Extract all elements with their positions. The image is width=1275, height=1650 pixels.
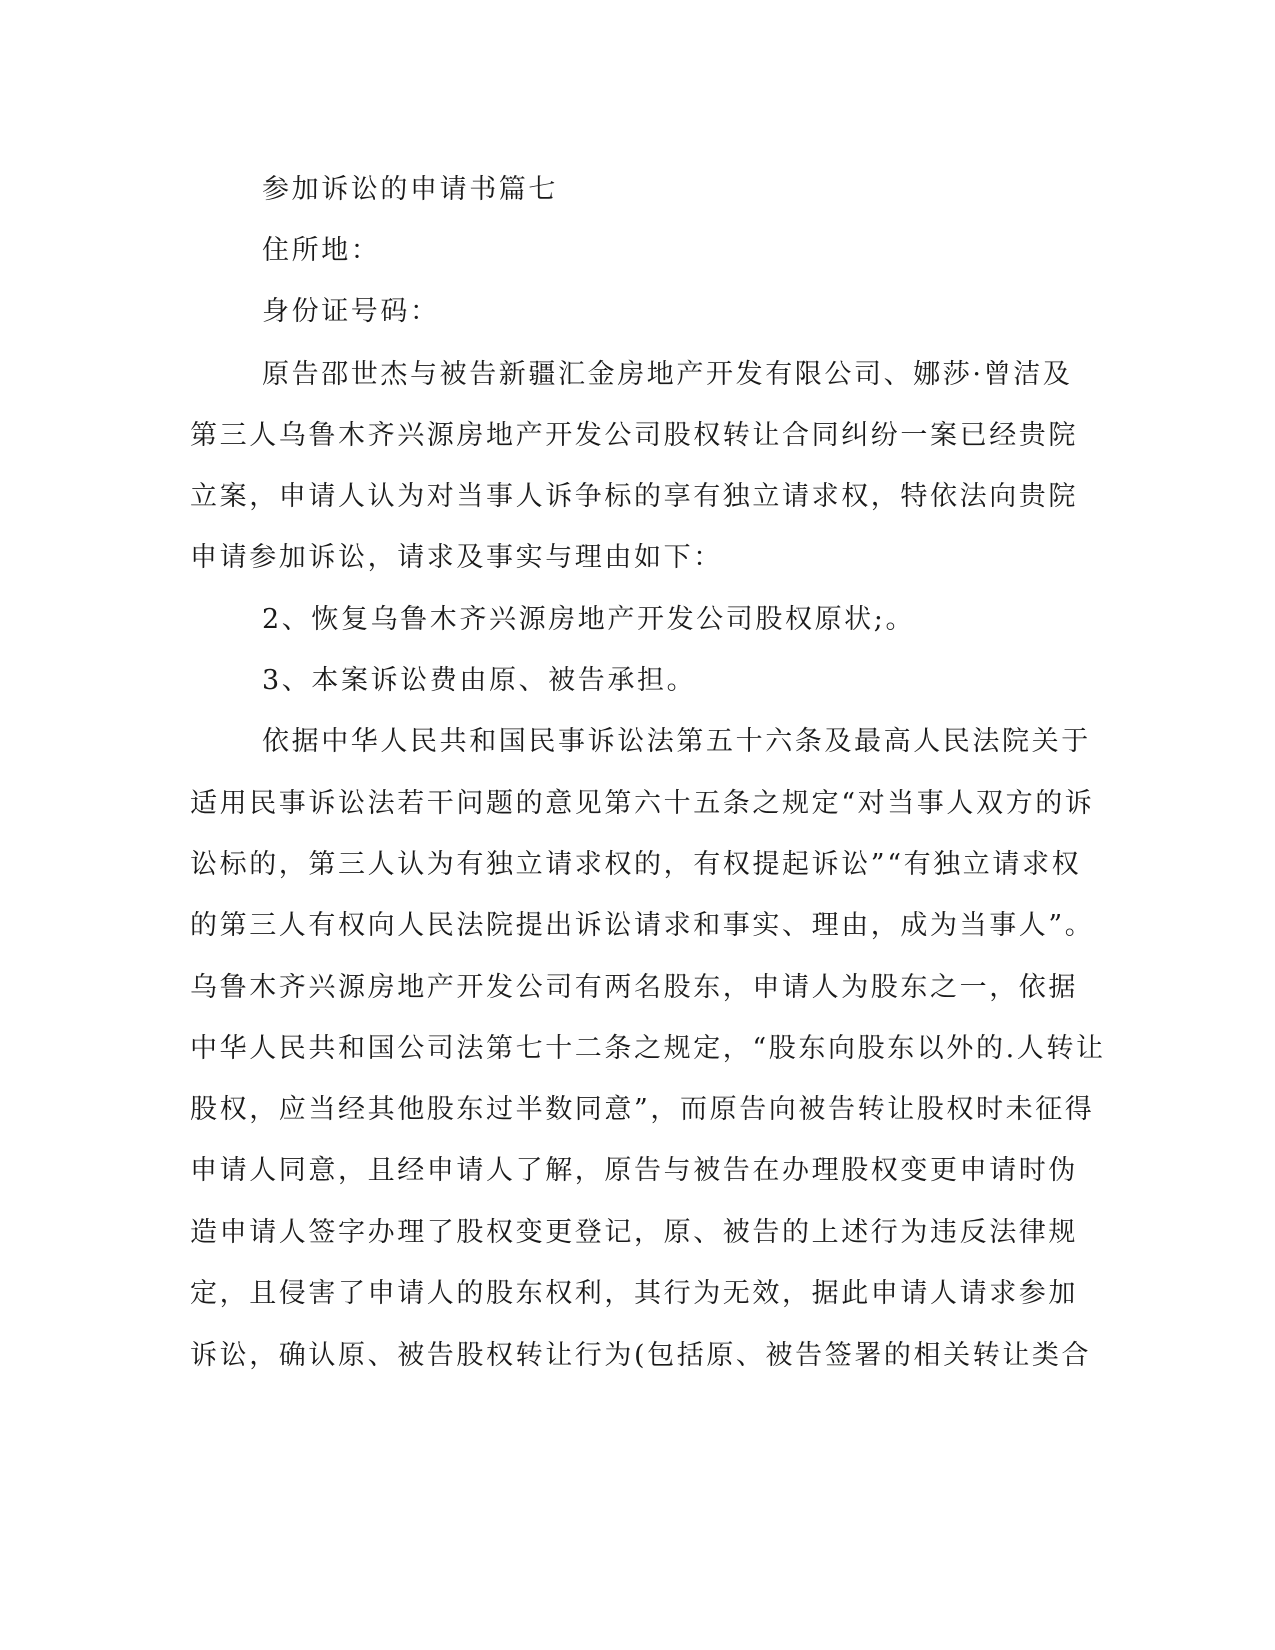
paragraph-line: 原告邵世杰与被告新疆汇金房地产开发有限公司、娜莎·曾洁及 [262, 359, 1073, 390]
paragraph-line: 中华人民共和国公司法第七十二条之规定，“股东向股东以外的.人转让 [190, 1033, 1106, 1064]
request-item-2: 2、恢复乌鲁木齐兴源房地产开发公司股权原状;。 [262, 604, 916, 635]
paragraph-line: 诉讼，确认原、被告股权转让行为(包括原、被告签署的相关转让类合 [190, 1340, 1092, 1371]
request-item-3: 3、本案诉讼费由原、被告承担。 [262, 665, 697, 696]
paragraph-line: 股权，应当经其他股东过半数同意”，而原告向被告转让股权时未征得 [190, 1094, 1095, 1125]
paragraph-line: 乌鲁木齐兴源房地产开发公司有两名股东，申请人为股东之一，依据 [190, 972, 1078, 1003]
paragraph-line: 第三人乌鲁木齐兴源房地产开发公司股权转让合同纠纷一案已经贵院 [190, 420, 1078, 451]
address-field-label: 住所地： [262, 235, 381, 266]
paragraph-line: 造申请人签字办理了股权变更登记，原、被告的上述行为违反法律规 [190, 1217, 1078, 1248]
id-number-field-label: 身份证号码： [262, 296, 440, 327]
paragraph-line: 定，且侵害了申请人的股东权利，其行为无效，据此申请人请求参加 [190, 1278, 1078, 1309]
paragraph-line: 讼标的，第三人认为有独立请求权的，有权提起诉讼”“有独立请求权 [190, 849, 1082, 880]
paragraph-line: 适用民事诉讼法若干问题的意见第六十五条之规定“对当事人双方的诉 [190, 788, 1095, 819]
paragraph-line: 申请参加诉讼，请求及事实与理由如下： [190, 542, 723, 573]
paragraph-line: 立案，申请人认为对当事人诉争标的享有独立请求权，特依法向贵院 [190, 481, 1078, 512]
document-title: 参加诉讼的申请书篇七 [262, 174, 558, 205]
paragraph-line: 申请人同意，且经申请人了解，原告与被告在办理股权变更申请时伪 [190, 1155, 1078, 1186]
paragraph-line: 依据中华人民共和国民事诉讼法第五十六条及最高人民法院关于 [262, 726, 1091, 757]
paragraph-line: 的第三人有权向人民法院提出诉讼请求和事实、理由，成为当事人”。 [190, 910, 1095, 941]
